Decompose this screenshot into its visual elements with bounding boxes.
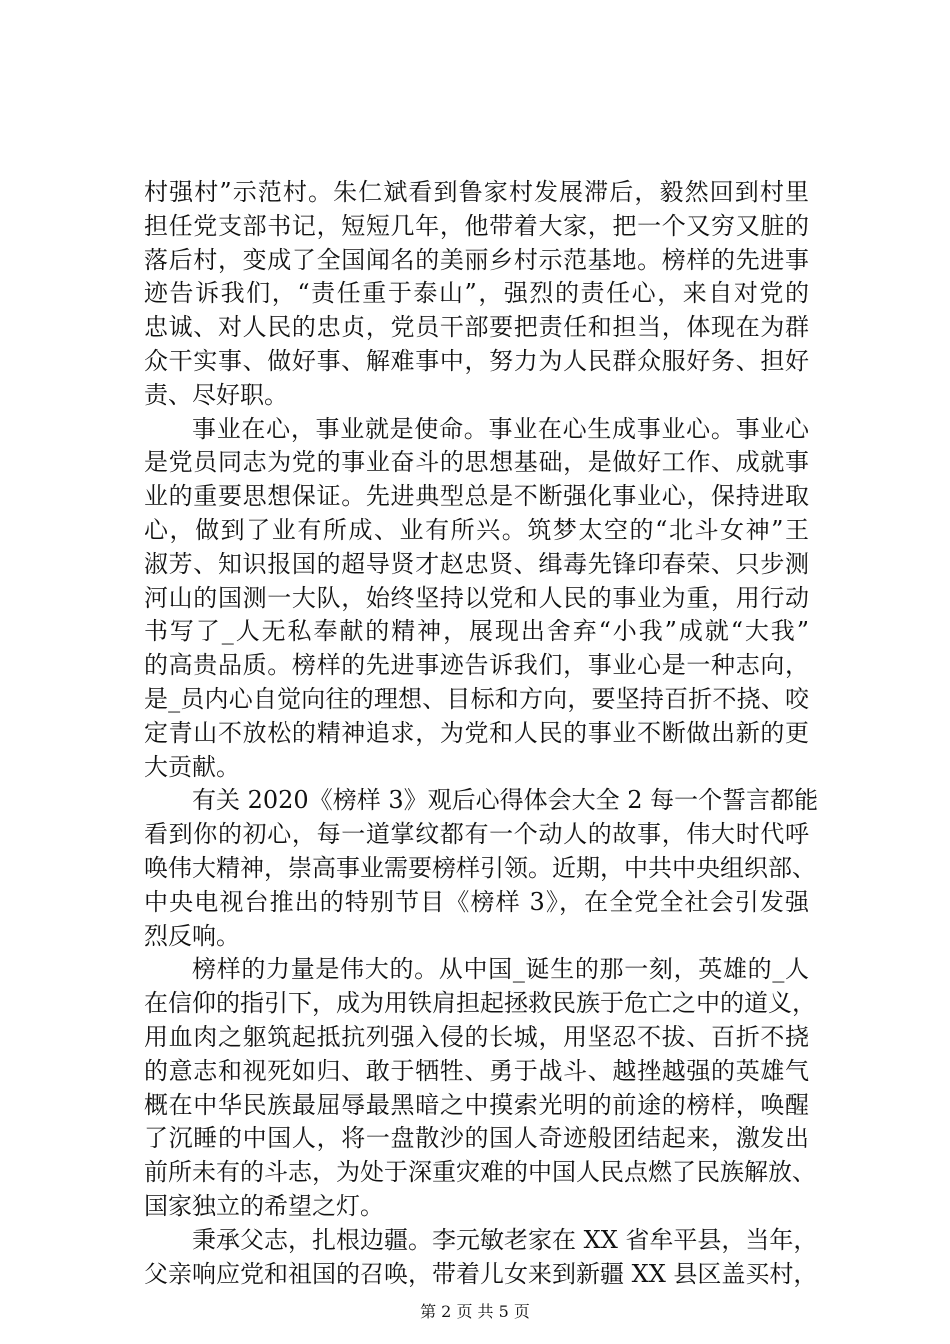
text-line: 村强村”示范村。朱仁斌看到鲁家村发展滞后，毅然回到村里 bbox=[144, 178, 809, 206]
text-line: 众干实事、做好事、解难事中，努力为人民群众服好务、担好 bbox=[144, 346, 809, 375]
text-line: 书写了_人无私奉献的精神，展现出舍弃“小我”成就“大我” bbox=[144, 617, 809, 646]
text-line: 概在中华民族最屈辱最黑暗之中摸索光明的前途的榜样，唤醒 bbox=[144, 1090, 809, 1119]
text-line: 的意志和视死如归、敢于牺牲、勇于战斗、越挫越强的英雄气 bbox=[144, 1056, 809, 1085]
text-line: 大贡献。 bbox=[144, 752, 240, 781]
text-line: 的高贵品质。榜样的先进事迹告诉我们，事业心是一种志向， bbox=[144, 651, 809, 680]
text-line: 秉承父志，扎根边疆。李元敏老家在 XX 省牟平县，当年， bbox=[192, 1225, 818, 1254]
text-line: 是_员内心自觉向往的理想、目标和方向，要坚持百折不挠、咬 bbox=[144, 684, 809, 713]
page-number-footer: 第 2 页 共 5 页 bbox=[420, 1302, 530, 1321]
text-line: 落后村，变成了全国闻名的美丽乡村示范基地。榜样的先进事 bbox=[144, 245, 809, 274]
text-line: 唤伟大精神，崇高事业需要榜样引领。近期，中共中央组织部、 bbox=[144, 853, 816, 882]
text-line: 事业在心，事业就是使命。事业在心生成事业心。事业心 bbox=[192, 414, 809, 443]
text-line: 有关 2020《榜样 3》观后心得体会大全 2 每一个誓言都能 bbox=[192, 786, 819, 815]
text-line: 前所未有的斗志，为处于深重灾难的中国人民点燃了民族解放、 bbox=[144, 1158, 816, 1187]
text-line: 责、尽好职。 bbox=[144, 380, 288, 409]
text-line: 用血肉之躯筑起抵抗列强入侵的长城，用坚忍不拔、百折不挠 bbox=[144, 1022, 809, 1051]
text-line: 业的重要思想保证。先进典型总是不断强化事业心，保持进取 bbox=[144, 482, 809, 511]
text-line: 淑芳、知识报国的超导贤才赵忠贤、缉毒先锋印春荣、只步测 bbox=[144, 549, 809, 578]
text-line: 担任党支部书记，短短几年，他带着大家，把一个又穷又脏的 bbox=[144, 211, 809, 240]
text-line: 在信仰的指引下，成为用铁肩担起拯救民族于危亡之中的道义， bbox=[144, 989, 816, 1018]
text-line: 忠诚、对人民的忠贞，党员干部要把责任和担当，体现在为群 bbox=[144, 313, 809, 342]
text-line: 父亲响应党和祖国的召唤，带着儿女来到新疆 XX 县区盖买村， bbox=[144, 1259, 818, 1288]
text-line: 中央电视台推出的特别节目《榜样 3》，在全党全社会引发强 bbox=[144, 887, 809, 916]
text-line: 是党员同志为党的事业奋斗的思想基础，是做好工作、成就事 bbox=[144, 448, 809, 477]
text-line: 烈反响。 bbox=[144, 921, 240, 950]
text-line: 定青山不放松的精神追求，为党和人民的事业不断做出新的更 bbox=[144, 718, 809, 747]
text-line: 看到你的初心，每一道掌纹都有一个动人的故事，伟大时代呼 bbox=[144, 820, 809, 849]
document-body bbox=[144, 176, 819, 1291]
text-line: 国家独立的希望之灯。 bbox=[144, 1191, 384, 1220]
text-line: 河山的国测一大队，始终坚持以党和人民的事业为重，用行动 bbox=[144, 583, 809, 612]
text-line: 了沉睡的中国人，将一盘散沙的国人奇迹般团结起来，激发出 bbox=[144, 1124, 809, 1153]
text-line: 迹告诉我们，“责任重于泰山”，强烈的责任心，来自对党的 bbox=[144, 279, 809, 308]
text-line: 心，做到了业有所成、业有所兴。筑梦太空的“北斗女神”王 bbox=[144, 515, 809, 544]
text-line: 榜样的力量是伟大的。从中国_诞生的那一刻，英雄的_人 bbox=[192, 955, 809, 984]
